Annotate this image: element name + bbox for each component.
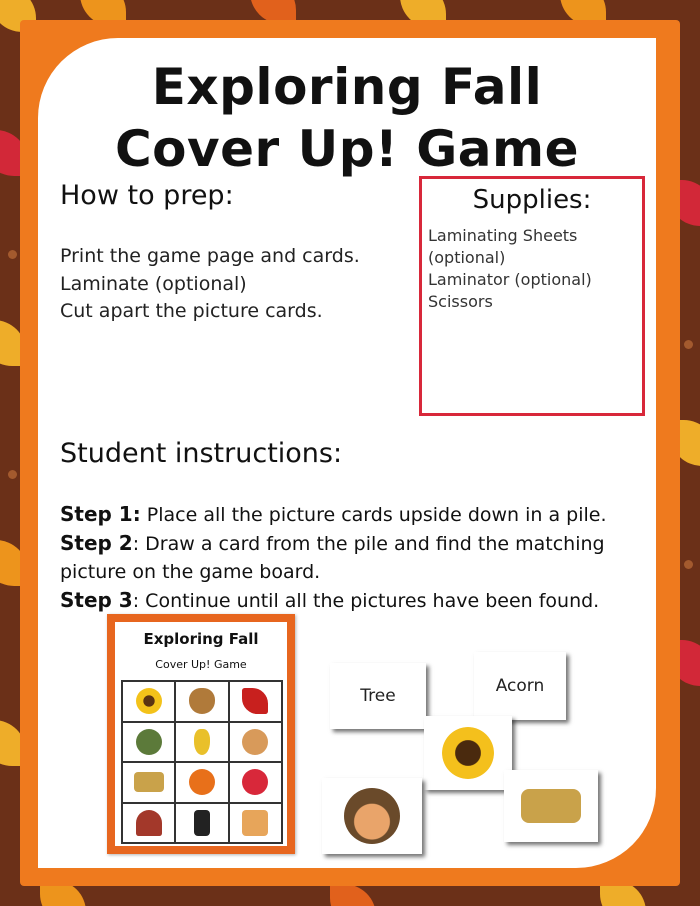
board-cell — [175, 681, 228, 722]
student-instructions-heading: Student instructions: — [60, 438, 343, 469]
step-label: Step 3 — [60, 588, 133, 612]
step-3 — [60, 586, 650, 615]
prep-item: Laminate (optional) — [60, 272, 247, 295]
turkey-icon — [136, 729, 162, 755]
game-board-preview — [107, 614, 295, 854]
board-cell — [229, 762, 282, 803]
step-1 — [60, 500, 650, 529]
board-subtitle: Cover Up! Game — [155, 658, 247, 671]
title-line-1: Exploring Fall — [151, 58, 543, 116]
card-scarecrow — [322, 778, 422, 854]
acorn-icon — [189, 688, 215, 714]
supply-item: Laminator (optional) — [428, 270, 592, 289]
board-cell — [175, 722, 228, 763]
card-acorn — [474, 652, 566, 720]
dot-decoration — [8, 250, 17, 259]
prep-heading: How to prep: — [60, 180, 234, 211]
card-hay-bale — [504, 770, 598, 842]
hay-bale-icon — [134, 772, 164, 792]
sunflower-icon — [136, 688, 162, 714]
board-cell — [122, 681, 175, 722]
card-tree — [330, 663, 426, 729]
supplies-heading: Supplies: — [472, 185, 592, 215]
prep-list — [60, 243, 360, 326]
sunflower-icon — [442, 727, 494, 779]
dot-decoration — [684, 560, 693, 569]
supplies-box — [419, 176, 645, 416]
board-title: Exploring Fall — [143, 630, 259, 648]
boots-icon — [194, 810, 210, 836]
apple-icon — [242, 769, 268, 795]
supplies-list — [422, 215, 642, 313]
step-text: Place all the picture cards upside down in a pile. — [140, 504, 607, 526]
step-2 — [60, 529, 650, 586]
pumpkin-icon — [189, 769, 215, 795]
scarecrow-icon — [242, 729, 268, 755]
supply-item: Scissors — [428, 292, 493, 311]
maple-leaf-icon — [242, 688, 268, 714]
instruction-page — [38, 38, 656, 868]
prep-item: Cut apart the picture cards. — [60, 300, 323, 322]
board-cell — [122, 803, 175, 844]
board-grid — [121, 680, 283, 844]
board-cell — [175, 762, 228, 803]
page-title — [38, 56, 656, 180]
card-label: Acorn — [495, 676, 545, 696]
prep-item: Print the game page and cards. — [60, 245, 360, 267]
board-cell — [229, 681, 282, 722]
title-line-2: Cover Up! Game — [114, 120, 579, 178]
board-cell — [229, 803, 282, 844]
hay-bale-icon — [521, 789, 581, 823]
leaf-icon — [330, 884, 376, 906]
corn-icon — [194, 729, 210, 755]
step-text: : Draw a card from the pile and find the matching picture on the game board. — [60, 533, 605, 583]
tree-icon — [136, 810, 162, 836]
board-cell — [122, 762, 175, 803]
supply-item: Laminating Sheets (optional) — [428, 226, 578, 267]
game-board-sheet — [115, 622, 287, 846]
board-cell — [122, 722, 175, 763]
scarecrow-icon — [344, 788, 400, 844]
dot-decoration — [684, 340, 693, 349]
step-label: Step 2 — [60, 531, 133, 555]
steps-list — [60, 500, 650, 615]
step-label: Step 1: — [60, 502, 141, 526]
dot-decoration — [8, 470, 17, 479]
pie-icon — [242, 810, 268, 836]
step-text: : Continue until all the pictures have been found. — [132, 590, 600, 612]
card-sunflower — [424, 716, 512, 790]
card-label: Tree — [360, 686, 396, 706]
board-cell — [175, 803, 228, 844]
board-cell — [229, 722, 282, 763]
